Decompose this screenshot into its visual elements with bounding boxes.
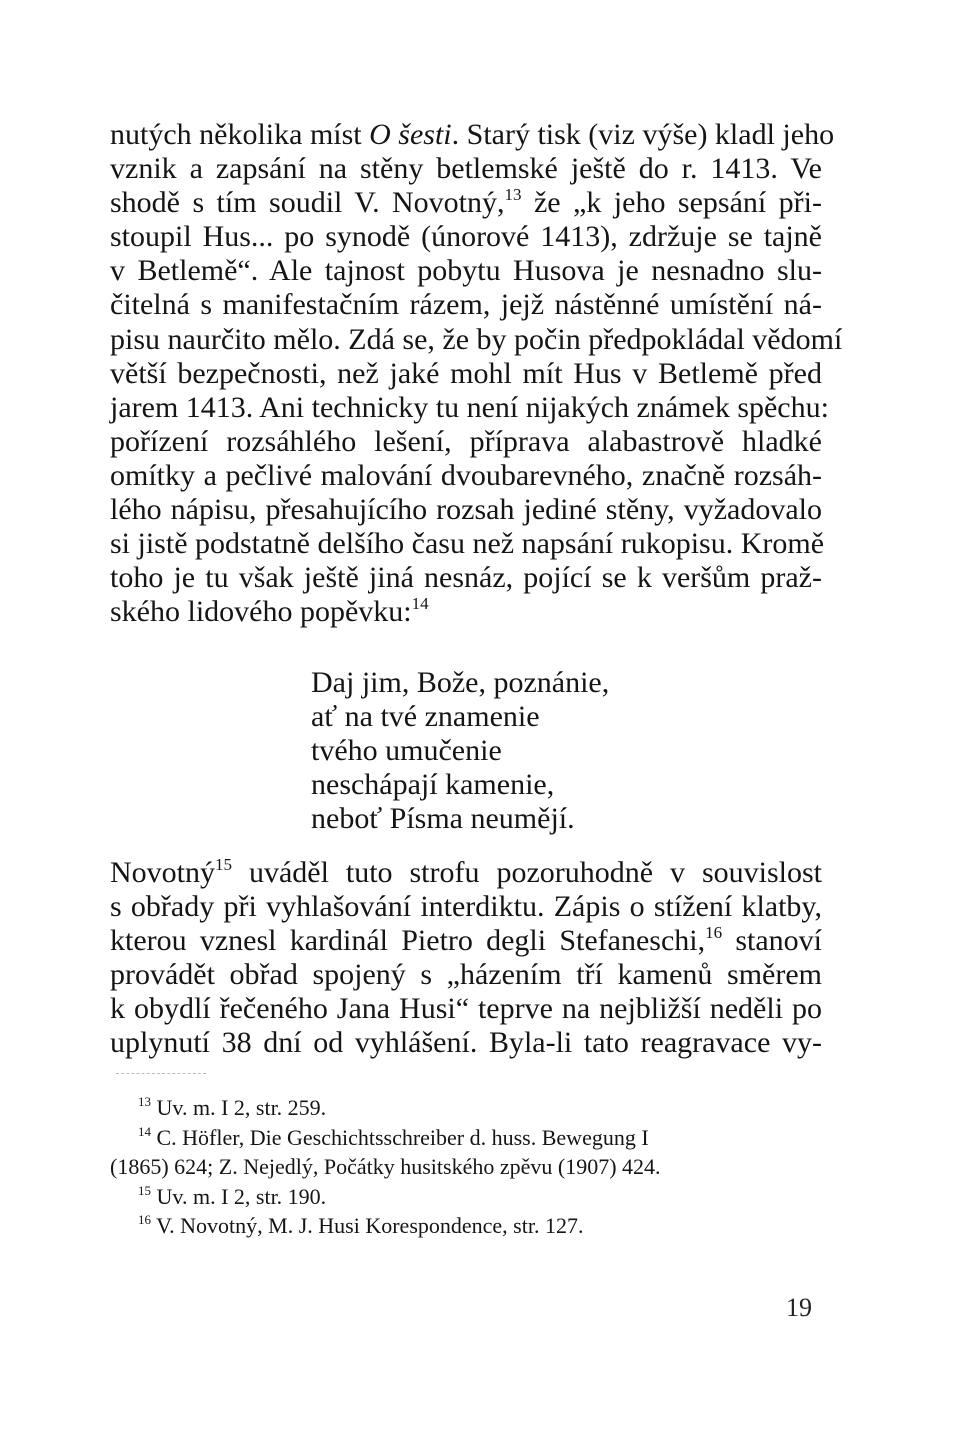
text-line: k obydlí řečeného Jana Husi“ teprve na nejbližší neděli po <box>110 992 822 1026</box>
text-line: větší bezpečnosti, než jaké mohl mít Hus v Betlemě před <box>110 356 822 390</box>
footnotes <box>110 1093 822 1241</box>
footnote: $^{13}$ Uv. m. I 2, str. 259. <box>138 1094 327 1120</box>
text-line: jarem 1413. Ani technicky tu není nijakých známek spěchu: <box>110 390 829 424</box>
text-line: Novotný$^{15}$ uváděl tuto strofu pozoruhodně v souvislost <box>110 855 822 889</box>
text-line: nutých několika míst O šesti. Starý tisk (viz výše) kladl jeho <box>110 118 835 151</box>
text-line: vznik a zapsání na stěny betlemské ještě do r. 1413. Ve <box>110 152 822 186</box>
footnote-ref: 13 <box>504 185 522 205</box>
footnote-number: 15 <box>138 1182 151 1198</box>
verse-line: ať na tvé znamenie <box>311 700 540 734</box>
text-line: s obřady při vyhlašování interdiktu. Zápis o stížení klatby, <box>110 890 822 924</box>
verse-line: neschápají kamenie, <box>311 768 555 802</box>
italic-title: O šesti <box>369 118 452 151</box>
text-line: stoupil Hus... po synodě (únorové 1413), zdržuje se tajně <box>110 220 822 254</box>
poem-verse <box>311 666 609 836</box>
text-line: v Betlemě“. Ale tajnost pobytu Husova je nesnadno slu- <box>110 254 822 288</box>
footnote-number: 14 <box>138 1123 151 1139</box>
text-line: omítky a pečlivé malování dvoubarevného, značně rozsáh- <box>110 458 822 492</box>
paragraph-main <box>110 118 843 629</box>
text-line: provádět obřad spojený s „házením tří kamenů směrem <box>110 958 822 992</box>
footnote-ref: 15 <box>215 855 232 874</box>
text-line: uplynutí 38 dní od vyhlášení. Byla-li tato reagravace vy- <box>110 1026 822 1060</box>
text-line: lého nápisu, přesahujícího rozsah jediné stěny, vyžadovalo <box>110 493 822 527</box>
text-line: pisu naurčito mělo. Zdá se, že by počin předpokládal vědomí <box>110 322 843 356</box>
footnote-separator <box>116 1073 206 1076</box>
text-line: shodě s tím soudil V. Novotný,$^{13}$ že „k jeho sepsání při- <box>110 185 822 220</box>
footnote-ref: 16 <box>705 923 723 943</box>
footnote: $^{15}$ Uv. m. I 2, str. 190. <box>138 1182 327 1209</box>
footnote-number: 13 <box>138 1094 151 1109</box>
text-line: si jistě podstatně delšího času než napsání rukopisu. Kromě <box>110 527 825 561</box>
paragraph-second <box>110 856 822 1061</box>
footnote: $^{14}$ C. Höfler, Die Geschichtsschreiber d. huss. Bewegung I <box>138 1123 649 1150</box>
text-line: čitelná s manifestačním rázem, jejž nástěnné umístění ná- <box>110 288 822 322</box>
page-number: 19 <box>786 1293 812 1322</box>
verse-line: tvého umučenie <box>311 734 502 768</box>
text-line: pořízení rozsáhlého lešení, příprava alabastrově hladké <box>110 424 822 458</box>
verse-line: neboť Písma neumějí. <box>311 802 575 836</box>
text-line: kterou vznesl kardinál Pietro degli Stefaneschi,$^{16}$ stanoví <box>110 923 822 958</box>
footnote-continuation: (1865) 624; Z. Nejedlý, Počátky husitského zpěvu (1907) 424. <box>110 1154 661 1179</box>
verse-line: Daj jim, Bože, poznánie, <box>311 666 610 699</box>
footnote-number: 16 <box>138 1212 151 1227</box>
footnote-ref: 14 <box>411 594 429 614</box>
footnote: $^{16}$ V. Novotný, M. J. Husi Korespondence, str. 127. <box>138 1212 584 1238</box>
text-line: ského lidového popěvku:$^{14}$ <box>110 594 429 629</box>
text-line: toho je tu však ještě jiná nesnáz, pojící se k veršům praž- <box>110 561 822 595</box>
